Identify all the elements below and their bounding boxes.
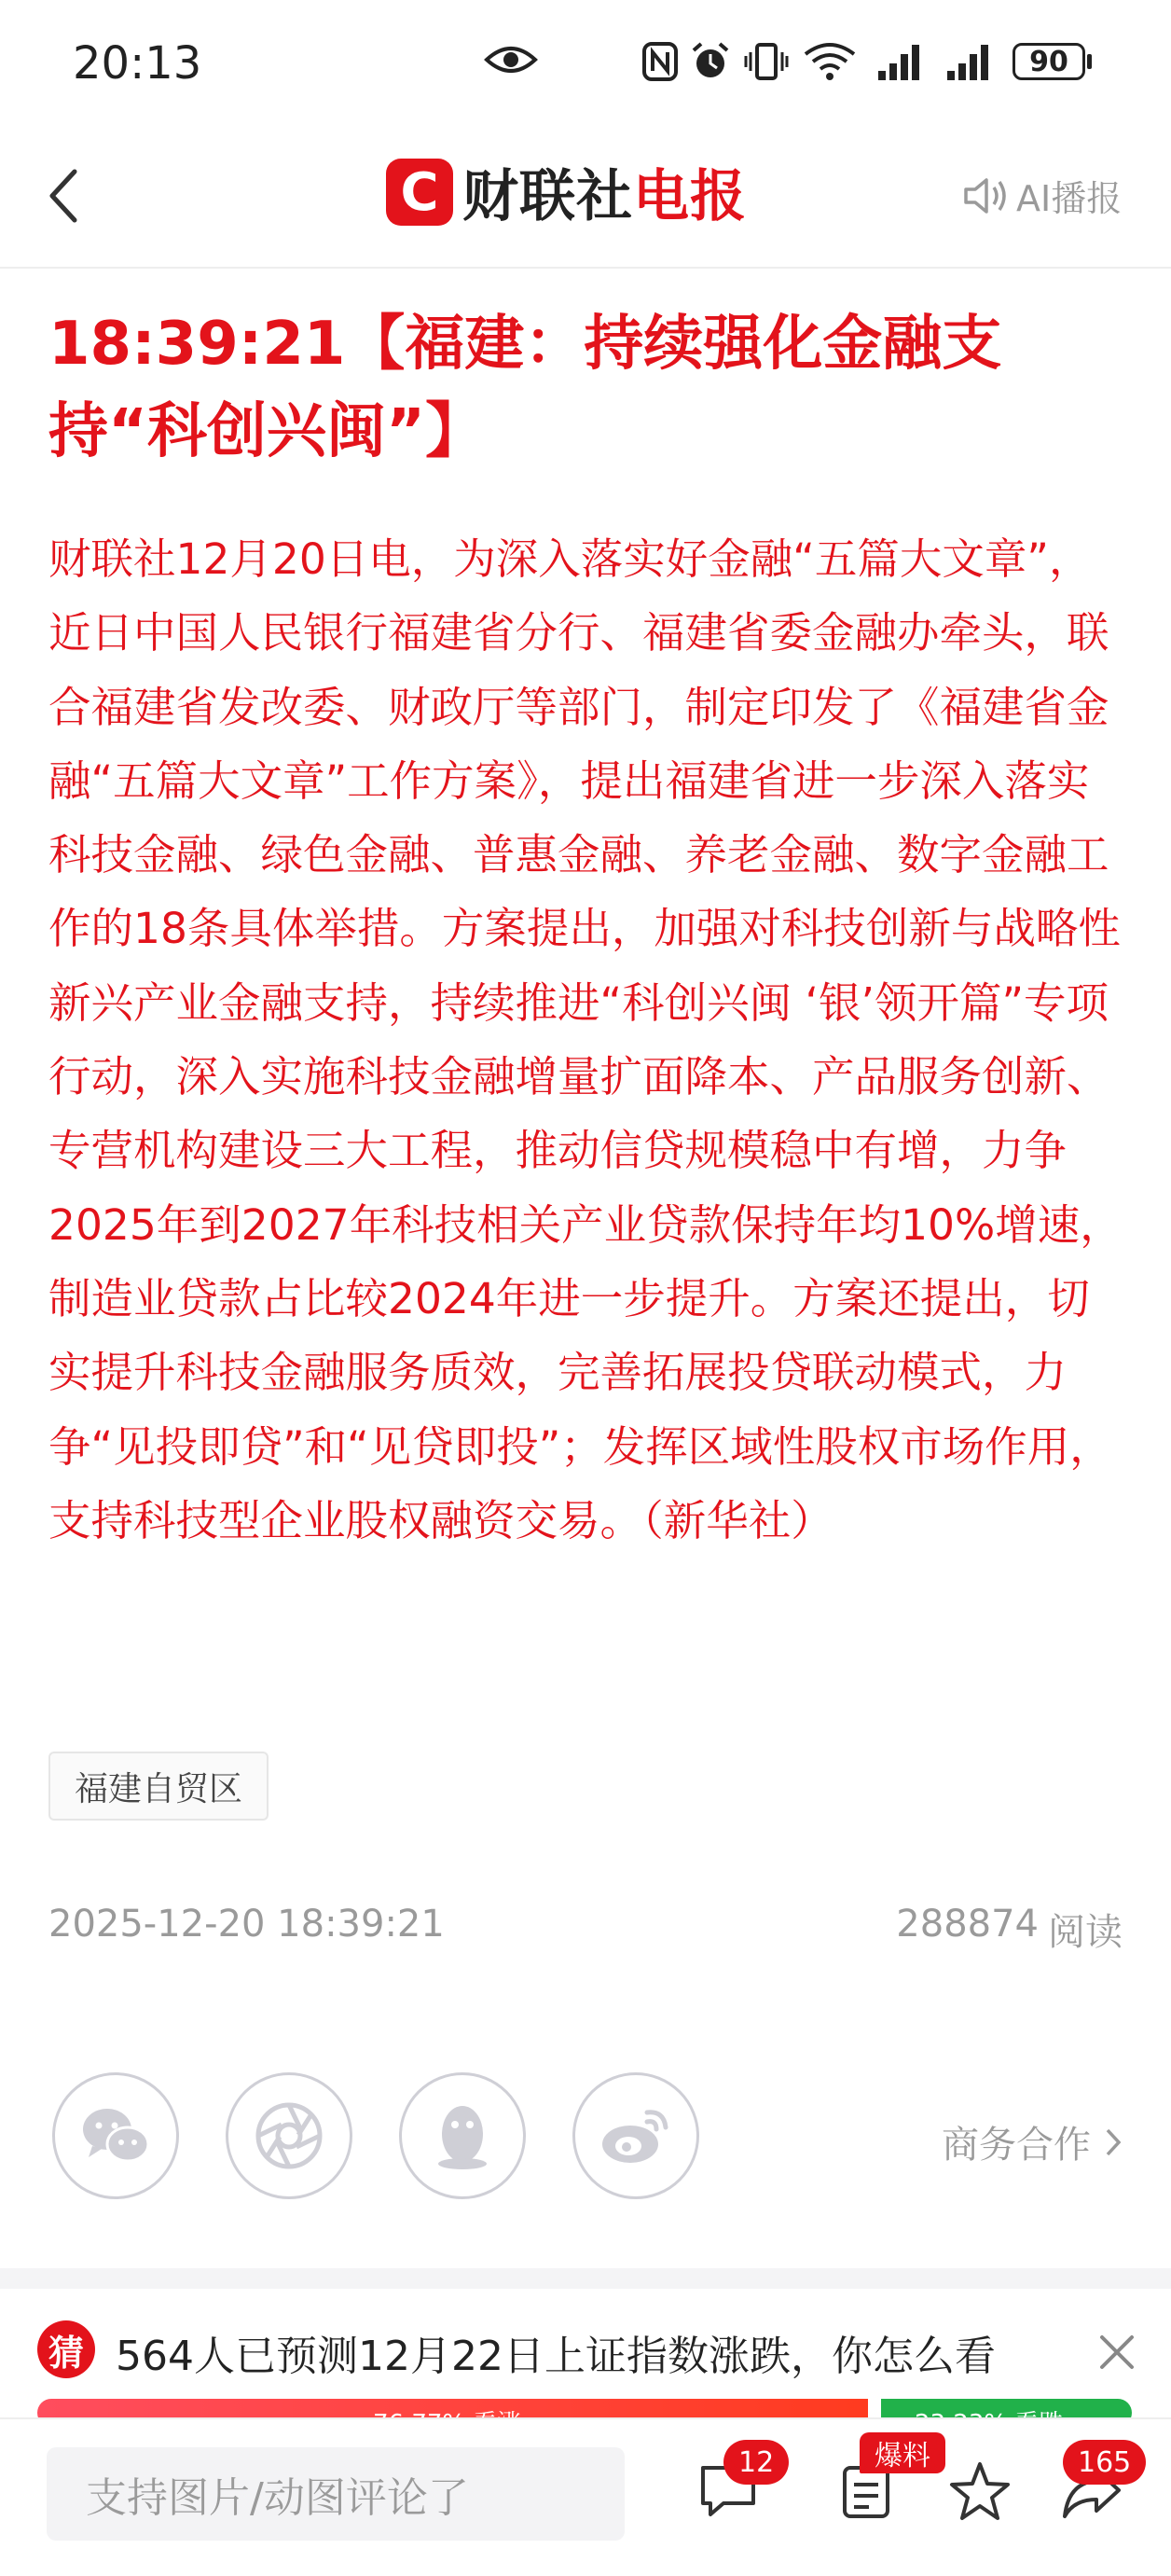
star-icon[interactable] xyxy=(947,2458,1013,2524)
business-cooperation-label: 商务合作 xyxy=(942,2124,1091,2167)
qq-icon xyxy=(433,2100,492,2171)
prediction-text[interactable]: 564人已预测12月22日上证指数涨跌，你怎么看 xyxy=(116,2333,996,2380)
share-weibo-button[interactable] xyxy=(572,2072,699,2199)
logo-letter: C xyxy=(400,161,439,223)
back-icon[interactable] xyxy=(45,166,82,226)
logo-badge xyxy=(386,159,453,226)
wechat-icon xyxy=(79,2103,152,2168)
share-wechat-button[interactable] xyxy=(52,2072,179,2199)
comment-count-badge xyxy=(723,2440,789,2485)
moments-icon xyxy=(254,2100,324,2171)
article-body: 财联社12月20日电，为深入落实好金融“五篇大文章”，近日中国人民银行福建省分行、福建省委金融办牵头，联合福建省发改委、财政厅等部门，制定印发了《福建省金融“五篇大文章”工作方案》，提出福建省进一步深入落实科技金融、绿色金融、普惠金融、养老金融、数字金融工作的18条具体举措。方案提出，加强对科技创新与战略性新兴产业金融支持，持续推进“科创兴闽 ‘银’领开篇”专项行动，深入实施科技金融增量扩面降本、产品服务创新、专营机构建设三大工程，推动信贷规模稳中有增，力争2025年到2027年科技相关产业贷款保持年均10%增速，制造业贷款占比较2024年进一步提升。方案还提出，切实提升科技金融服务质效，完善拓展投贷联动模式，力争“见投即贷”和“见贷即投”；发挥区域性股权市场作用，支持科技型企业股权融资交易。（新华社） xyxy=(48,534,1123,1545)
report-label: 爆料 xyxy=(875,2440,930,2472)
signal-icon xyxy=(876,41,929,82)
report-badge xyxy=(860,2432,945,2473)
battery-icon xyxy=(1013,43,1085,80)
publish-time: 2025-12-20 18:39:21 xyxy=(48,1903,445,1946)
read-count-value: 288874 xyxy=(896,1903,1039,1946)
speaker-icon xyxy=(962,174,1009,217)
status-time: 20:13 xyxy=(73,37,202,90)
battery-level: 90 xyxy=(1029,45,1068,78)
close-icon[interactable] xyxy=(1096,2332,1137,2373)
share-moments-button[interactable] xyxy=(226,2072,352,2199)
read-count-label: 阅读 xyxy=(1048,1911,1123,1954)
guess-badge: 猜 xyxy=(37,2320,95,2378)
nfc-icon xyxy=(641,41,679,82)
battery-tip xyxy=(1087,54,1092,69)
ai-broadcast-label: AI播报 xyxy=(1016,178,1123,219)
share-count: 165 xyxy=(1078,2445,1132,2479)
ai-broadcast-button[interactable] xyxy=(962,170,1122,221)
logo-text xyxy=(462,152,747,232)
read-count xyxy=(896,1903,1123,1956)
signal-2-icon xyxy=(945,41,998,82)
share-qq-button[interactable] xyxy=(399,2072,526,2199)
article-headline: 18:39:21【福建：持续强化金融支持“科创兴闽”】 xyxy=(48,310,1002,466)
logo-text-accent: 电报 xyxy=(633,164,747,229)
topic-tag[interactable] xyxy=(48,1752,269,1821)
comment-count: 12 xyxy=(738,2445,775,2479)
alarm-icon xyxy=(690,41,731,82)
comment-input[interactable] xyxy=(47,2447,625,2541)
comment-placeholder: 支持图片/动图评论了 xyxy=(86,2474,469,2522)
business-cooperation-link[interactable] xyxy=(942,2115,1123,2168)
share-count-badge xyxy=(1063,2440,1146,2485)
chevron-right-icon xyxy=(1104,2126,1123,2158)
status-bar xyxy=(0,0,1171,131)
topic-tag-label: 福建自贸区 xyxy=(75,1769,243,1808)
section-divider xyxy=(0,2268,1171,2289)
weibo-icon xyxy=(599,2103,673,2168)
eye-icon xyxy=(483,41,539,78)
logo-text-main: 财联社 xyxy=(462,164,633,229)
app-logo xyxy=(386,157,747,228)
vibrate-icon xyxy=(744,41,789,82)
wifi-icon xyxy=(802,41,858,82)
